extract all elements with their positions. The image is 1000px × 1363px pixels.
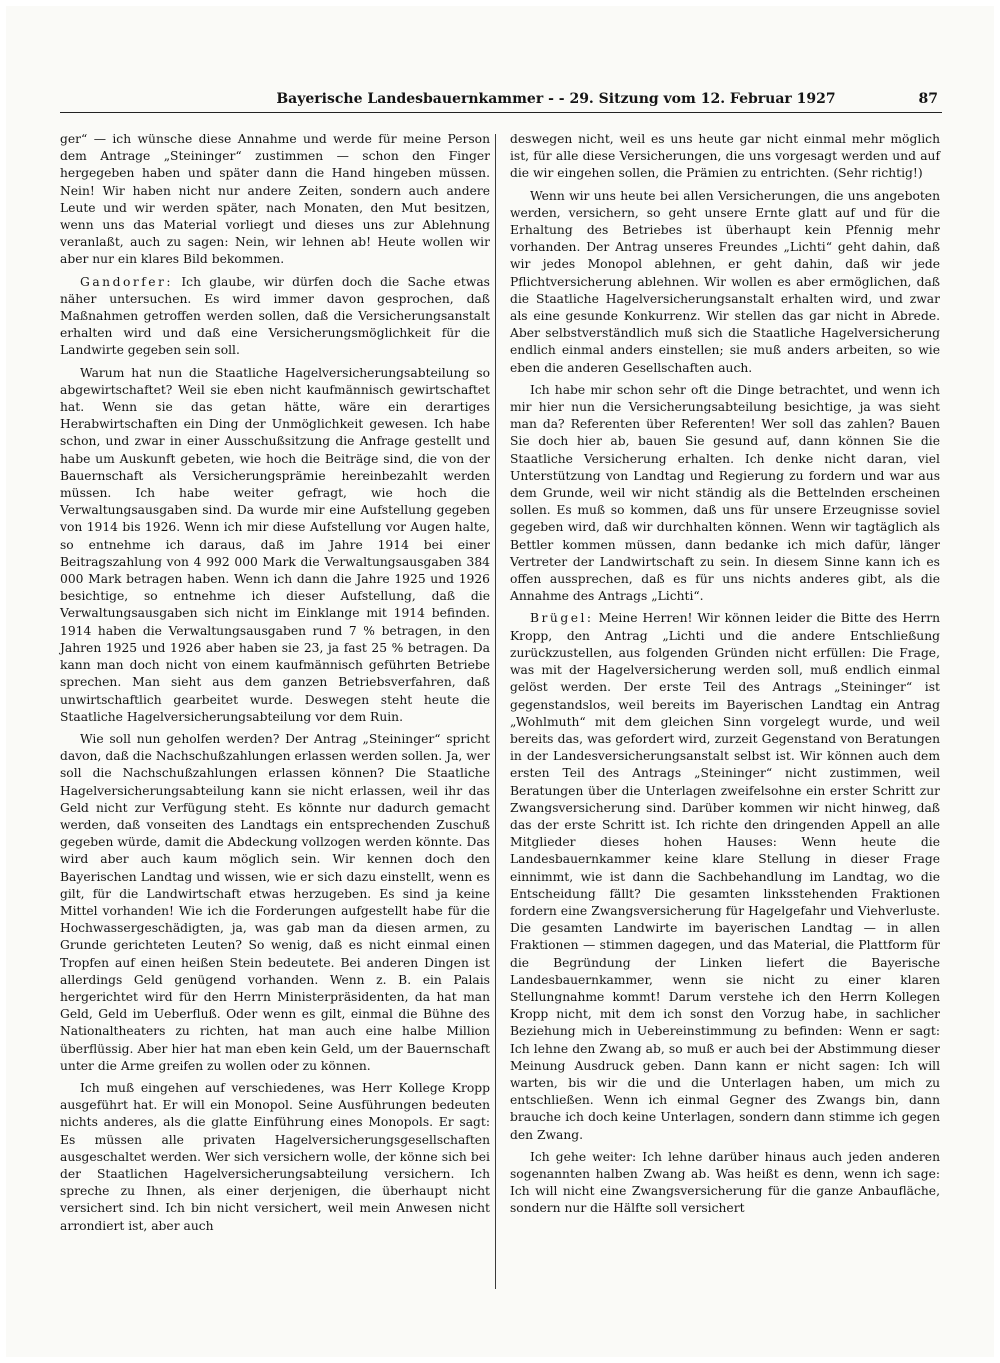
paragraph: Ich habe mir schon sehr oft die Dinge betrachtet, und wenn ich mir hier nun die Versicherungsabteilung besichtige, ja was sieht man da? Referenten über Referenten! Wer soll das zahlen? Bauen Sie doch hier ab, bauen Sie gesund auf, dann können Sie die Staatliche Versicherung erhalten. Ich denke nicht daran, viel Unterstützung von Landtag und Regierung zu fordern und war aus dem Grunde, weil wir nicht ständig als die Bettelnden erscheinen sollen. Es muß so kommen, daß uns für unsere Erzeugnisse soviel gegeben wird, daß wir durchhalten können. Wenn wir tagtäglich als Bettler kommen müssen, dann bedanke ich mich dafür, länger Vertreter der Landwirtschaft zu sein. In diesem Sinne kann ich es offen aussprechen, daß es für uns nichts anderes gibt, als die Annahme des Antrags „Lichti“. — [510, 382, 940, 604]
speech-text: Ich glaube, wir dürfen doch die Sache etwas näher untersuchen. Es wird immer davon gesprochen, daß Maßnahmen getroffen werden sollen, daß die Versicherungsanstalt erhalten wird und daß eine Versicherungsmöglichkeit für die Landwirte gegeben sein soll. — [60, 274, 490, 358]
left-column — [60, 131, 490, 1240]
page-number: 87 — [918, 91, 938, 107]
paragraph: Ich gehe weiter: Ich lehne darüber hinaus auch jeden anderen sogenannten halben Zwang ab. Was heißt es denn, wenn ich sage: Ich will nicht eine Zwangsversicherung für die ganze Anbaufläche, sondern nur die Hälfte soll versichert — [510, 1149, 940, 1216]
speech-text: Meine Herren! Wir können leider die Bitte des Herrn Kropp, den Antrag „Lichti und die andere Entschließung zurückzustellen, aus folgenden Gründen nicht erfüllen: Die Frage, was mit der Hagelversicherung werden soll, muß endlich einmal gelöst werden. Der erste Teil des Antrags „Steininger“ ist gegenstandslos, weil bereits im Bayerischen Landtag ein Antrag „Wohlmuth“ mit dem gleichen Sinn vorgelegt wurde, und weil bereits das, was gefordert wird, zurzeit Gegenstand von Beratungen in der Landesversicherungsanstalt selbst ist. Wir können auch dem ersten Teil des Antrags „Steininger“ nicht zustimmen, weil Beratungen über die Unterlagen zweifelsohne ein erster Schritt zur Zwangsversicherung sind. Darüber kommen wir nicht hinweg, daß das der erste Schritt ist. Ich richte den dringenden Appell an alle Mitglieder dieses hohen Hauses: Wenn heute die Landesbauernkammer keine klare Stellung in dieser Frage einnimmt, wie ist dann die Sachbehandlung im Landtag, wo die Entscheidung fällt? Die gesamten linksstehenden Fraktionen fordern eine Zwangsversicherung für Hagelgefahr und Viehverluste. Die gesamten Landwirte im bayerischen Landtag — in allen Fraktionen — stimmen dagegen, und das Material, die Plattform für die Begründung der Linken liefert die Bayerische Landesbauernkammer, wenn sie nicht zu einer klaren Stellungnahme kommt! Darum verstehe ich den Herrn Kollegen Kropp nicht, mit dem ich sonst den Vorzug habe, in sachlicher Beziehung mich in Uebereinstimmung zu befinden: Wenn er sagt: Ich lehne den Zwang ab, so muß er auch bei der Abstimmung dieser Meinung Ausdruck geben. Dann kann er nicht sagen: Ich will warten, bis wir die und die Unterlagen haben, um mich zu entschließen. Wenn ich einmal Gegner des Zwangs bin, dann brauche ich doch keine Unterlagen, sondern dann stimme ich gegen den Zwang. — [510, 611, 940, 1142]
paragraph: Wie soll nun geholfen werden? Der Antrag „Steininger“ spricht davon, daß die Nachschußzahlungen erlassen werden sollen. Ja, wer soll die Nachschußzahlungen erlassen können? Die Staatliche Hagelversicherungsabteilung kann sie nicht erlassen, weil ihr das Geld nicht zur Verfügung steht. Es könnte nur dadurch gemacht werden, daß vonseiten des Landtags ein entsprechenden Zuschuß gegeben würde, damit die Abdeckung vollzogen werden könnte. Das wird aber auch kaum möglich sein. Wir kennen doch den Bayerischen Landtag und wissen, wie er sich dazu einstellt, wenn es gilt, für die Landwirtschaft etwas herzugeben. Es sind ja keine Mittel vorhanden! Wie ich die Forderungen aufgestellt habe für die Hochwassergeschädigten, ja, was gab man da diesen armen, zu Grunde gerichteten Leuten? So wenig, daß es nicht einmal einen Tropfen auf einen heißen Stein bedeutete. Bei anderen Dingen ist allerdings Geld genügend vorhanden. Wenn z. B. ein Palais hergerichtet wird für den Herrn Ministerpräsidenten, da hat man Geld, Geld im Ueberfluß. Oder wenn es gilt, einmal die Bühne des Nationaltheaters zu richten, hat man auch eine halbe Million überflüssig. Aber hier hat man eben kein Geld, um der Bauernschaft unter die Arme greifen zu wollen oder zu können. — [60, 731, 490, 1073]
speech-paragraph — [60, 274, 490, 360]
paragraph: ger“ — ich wünsche diese Annahme und werde für meine Person dem Antrage „Steininger“ zustimmen — schon den Finger hergegeben haben und später dann die Hand hingeben müssen. Nein! Wir haben nicht nur andere Zeiten, sondern auch andere Leute und wir werden später, nach Monaten, den Mut besitzen, wenn uns das Material vorliegt und dieses uns zur Ablehnung veranlaßt, auch zu sagen: Nein, wir lehnen ab! Heute wollen wir aber nur ein klares Bild bekommen. — [60, 132, 490, 267]
header-title: Bayerische Landesbauernkammer - - 29. Sitzung vom 12. Februar 1927 — [276, 91, 836, 107]
running-header — [60, 88, 942, 113]
column-divider — [495, 134, 496, 1289]
speech-paragraph — [510, 610, 940, 1143]
speaker-name: Gandorfer: — [80, 274, 174, 289]
right-column — [510, 131, 940, 1223]
speaker-name: Brügel: — [530, 611, 594, 626]
paragraph: deswegen nicht, weil es uns heute gar nicht einmal mehr möglich ist, für alle diese Versicherungen, die uns vorgesagt werden und auf die wir eingehen sollen, die Prämien zu entrichten. (Sehr richtig!) — [510, 132, 940, 181]
paragraph: Ich muß eingehen auf verschiedenes, was Herr Kollege Kropp ausgeführt hat. Er will ein Monopol. Seine Ausführungen bedeuten nichts anderes, als die glatte Einführung eines Monopols. Er sagt: Es müssen alle privaten Hagelversicherungsgesellschaften ausgeschaltet werden. Wer sich versichern wolle, der könne sich bei der Staatlichen Hagelversicherungsabteilung versichern. Ich spreche zu Ihnen, als einer derjenigen, die überhaupt nicht versichert sind. Ich bin nicht versichert, weil mein Anwesen nicht arrondiert ist, aber auch — [60, 1080, 490, 1233]
paragraph: Warum hat nun die Staatliche Hagelversicherungsabteilung so abgewirtschaftet? Weil sie eben nicht kaufmännisch gewirtschaftet hat. Wenn sie das getan hätte, wäre ein derartiges Herabwirtschaften ein Ding der Unmöglichkeit gewesen. Ich habe schon, und zwar in einer Ausschußsitzung die Anfrage gestellt und habe um Auskunft gebeten, wie hoch die Beiträge sind, die von der Bauernschaft als Versicherungsprämie hereinbezahlt werden müssen. Ich habe weiter gefragt, wie hoch die Verwaltungsausgaben sind. Da wurde mir eine Aufstellung gegeben von 1914 bis 1926. Wenn ich mir diese Aufstellung vor Augen halte, so entnehme ich daraus, daß im Jahre 1914 bei einer Beitragszahlung von 4 992 000 Mark die Verwaltungsausgaben 384 000 Mark betragen haben. Wenn ich dann die Jahre 1925 und 1926 besichtige, so entnehme ich dieser Aufstellung, daß die Verwaltungsausgaben sich nicht im Einklange mit 1914 befinden. 1914 haben die Verwaltungsausgaben rund 7 % betragen, in den Jahren 1925 und 1926 aber haben sie 23, ja fast 25 % betragen. Da kann man doch nicht von einem kaufmännisch geführten Betriebe sprechen. Man sieht aus dem ganzen Betriebsverfahren, daß unwirtschaftlich gearbeitet wurde. Deswegen steht heute die Staatliche Hagelversicherungsabteilung vor dem Ruin. — [60, 365, 490, 724]
paragraph: Wenn wir uns heute bei allen Versicherungen, die uns angeboten werden, versichern, so geht unsere Ernte glatt auf und für die Erhaltung des Betriebes ist überhaupt kein Pfennig mehr vorhanden. Der Antrag unseres Freundes „Lichti“ geht dahin, daß wir jedes Monopol ablehnen, er geht dahin, daß wir jede Pflichtversicherung ablehnen. Wir wollen es aber ermöglichen, daß die Staatliche Hagelversicherungsanstalt erhalten wird, und zwar als eine gesunde Konkurrenz. Wir stellen das gar nicht in Abrede. Aber selbstverständlich muß sich die Staatliche Hagelversicherung endlich einmal anders einstellen; sie muß anders arbeiten, so wie eben die anderen Gesellschaften auch. — [510, 188, 940, 375]
